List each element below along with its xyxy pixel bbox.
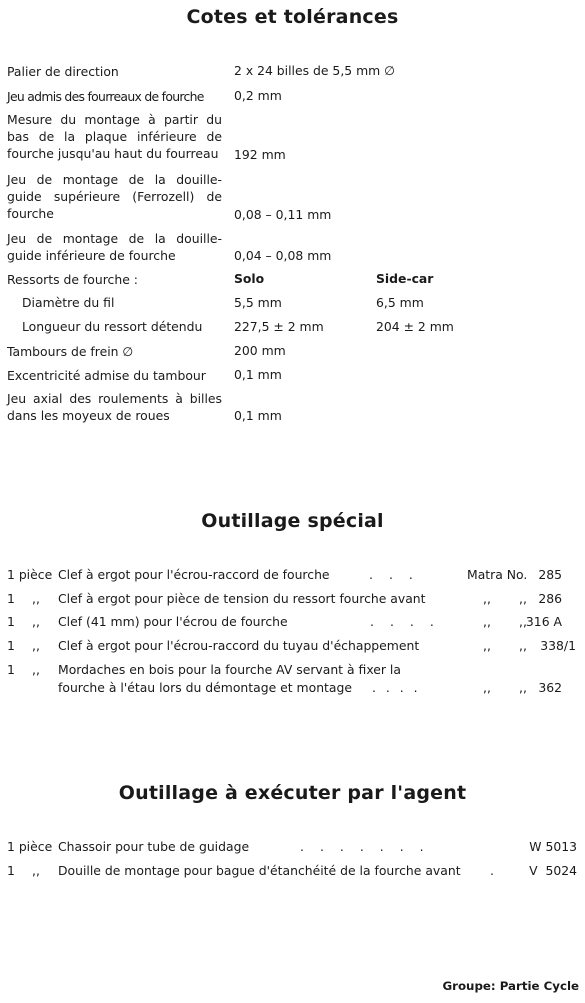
spec-label: Longueur du ressort détendu [22,319,203,334]
tool-description: Chassoir pour tube de guidage [58,839,250,854]
tool-number: 338/1 [540,638,576,653]
ditto-mark: ,, [519,680,527,695]
spec-value: 192 mm [234,147,286,162]
ditto-mark: ,, [32,662,40,677]
ditto-mark: ,, [519,638,527,653]
leader-dots: . . . . [372,680,418,695]
spec-label: Jeu axial des roulements à billes dans les moyeux de roues [7,391,222,423]
spec-label: Tambours de frein ∅ [7,344,134,359]
ditto-mark: ,, [519,614,527,629]
spec-label: Excentricité admise du tambour [7,368,206,383]
column-header-solo: Solo [234,271,265,286]
spec-label: Jeu de montage de la douille-guide supérieure (Ferrozell) de fourche [7,172,222,221]
section-title-outillage-special: Outillage spécial [201,510,384,532]
spec-label: Diamètre du fil [22,295,115,310]
ditto-mark: ,, [32,591,40,606]
tool-number: 362 [538,680,562,695]
tool-quantity: 1 [7,863,15,878]
spec-value: 200 mm [234,343,286,358]
footer-group-label: Groupe: Partie Cycle [442,979,579,993]
ditto-mark: ,, [483,614,491,629]
tool-quantity: 1 [7,662,15,677]
spec-value: 204 ± 2 mm [376,319,454,334]
spec-label: Palier de direction [7,64,119,79]
ditto-mark: ,, [519,591,527,606]
tool-description: Clef à ergot pour pièce de tension du ressort fourche avant [58,591,426,606]
leader-dots: . [490,863,494,878]
spec-value: 227,5 ± 2 mm [234,319,324,334]
tool-quantity: 1 pièce [7,567,53,582]
ditto-mark: ,, [483,591,491,606]
spec-value: 6,5 mm [376,295,424,310]
tool-number: 316 A [525,614,562,629]
spec-label: Jeu de montage de la douille-guide inférieure de fourche [7,231,222,263]
spec-label: Mesure du montage à partir du bas de la plaque inférieure de fourche jusqu'au haut du fourreau [7,112,222,161]
spec-value: 5,5 mm [234,295,282,310]
spec-label: Jeu admis des fourreaux de fourche [7,89,204,104]
leader-dots: ... [369,567,429,582]
section-title-cotes: Cotes et tolérances [186,6,399,28]
spec-value: 2 x 24 billes de 5,5 mm ∅ [234,63,395,78]
tool-quantity: 1 pièce [7,839,53,854]
tool-number: 285 [538,567,562,582]
ditto-mark: ,, [32,638,40,653]
tool-quantity: 1 [7,614,15,629]
tool-quantity: 1 [7,591,15,606]
section-title-outillage-agent: Outillage à exécuter par l'agent [118,782,467,804]
tool-maker: Matra No. [467,567,528,582]
tool-description: fourche à l'étau lors du démontage et montage [58,680,352,695]
spec-value: 0,08 – 0,11 mm [234,207,332,222]
tool-quantity: 1 [7,638,15,653]
ditto-mark: ,, [483,638,491,653]
spec-value: 0,04 – 0,08 mm [234,248,332,263]
tool-description: Mordaches en bois pour la fourche AV servant à fixer la [58,662,401,677]
tool-description: Clef à ergot pour l'écrou-raccord de fourche [58,567,330,582]
leader-dots: ....... [300,839,440,854]
spec-label: Ressorts de fourche : [7,272,138,287]
ditto-mark: ,, [483,680,491,695]
spec-value: 0,1 mm [234,408,282,423]
ditto-mark: ,, [32,863,40,878]
ditto-mark: ,, [32,614,40,629]
tool-number: W 5013 [529,839,577,854]
tool-number: 286 [538,591,562,606]
tool-description: Clef (41 mm) pour l'écrou de fourche [58,614,288,629]
tool-number: V 5024 [529,863,577,878]
column-header-side-car: Side-car [376,271,434,286]
spec-value: 0,2 mm [234,88,282,103]
tool-description: Douille de montage pour bague d'étanchéité de la fourche avant [58,863,461,878]
leader-dots: .... [370,614,450,629]
tool-description: Clef à ergot pour l'écrou-raccord du tuyau d'échappement [58,638,420,653]
spec-value: 0,1 mm [234,367,282,382]
